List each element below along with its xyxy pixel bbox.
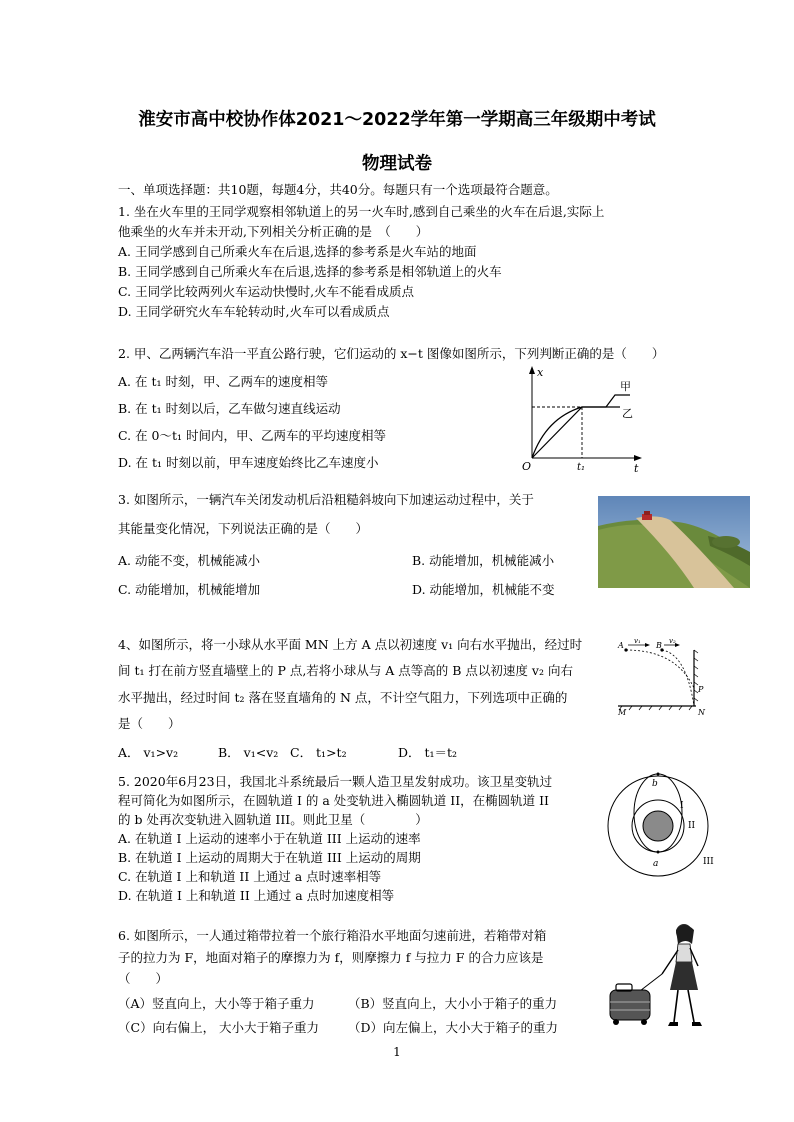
q2-x-axis-label: t [634, 462, 639, 474]
q5-stem-line1: 5. 2020年6月23日，我国北斗系统最后一颗人造卫星发射成功。该卫星变轨过 [118, 774, 553, 789]
q5-stem-line2: 程可简化为如图所示，在圆轨道 I 的 a 处变轨进入椭圆轨道 II，在椭圆轨道 II [118, 793, 549, 808]
exam-title: 淮安市高中校协作体2021～2022学年第一学期高三年级期中考试 [138, 110, 656, 130]
q6-stem-line1: 6. 如图所示，一人通过箱带拉着一个旅行箱沿水平地面匀速前进，若箱带对箱 [118, 928, 547, 943]
q1-option-b: B. 王同学感到自己所乘火车在后退,选择的参考系是相邻轨道上的火车 [118, 264, 502, 279]
q1-option-a: A. 王同学感到自己所乘火车在后退,选择的参考系是火车站的地面 [118, 244, 477, 259]
q6-option-c: （C）向右偏上， 大小大于箱子重力 [118, 1020, 320, 1035]
q1-stem-line1: 1. 坐在火车里的王同学观察相邻轨道上的另一火车时,感到自己乘坐的火车在后退,实际上 [118, 204, 605, 219]
q5-point-b: b [652, 779, 658, 789]
q3-option-d: D. 动能增加，机械能不变 [412, 582, 555, 597]
q4-stem-line4: 是（ ） [118, 716, 181, 731]
q3-stem-line2: 其能量变化情况，下列说法正确的是（ ） [118, 521, 369, 536]
q2-option-b: B. 在 t₁ 时刻以后，乙车做匀速直线运动 [118, 401, 341, 416]
q4-projectile-diagram [614, 636, 712, 716]
q3-option-a: A. 动能不变，机械能减小 [118, 553, 260, 568]
q4-point-m: M [618, 708, 627, 716]
q2-jia-label: 甲 [620, 380, 631, 393]
q2-option-d: D. 在 t₁ 时刻以前，甲车速度始终比乙车速度小 [118, 455, 379, 470]
q2-origin-label: O [522, 460, 532, 473]
q5-option-b: B. 在轨道 I 上运动的周期大于在轨道 III 上运动的周期 [118, 850, 421, 865]
q1-stem-line2: 他乘坐的火车并未开动,下列相关分析正确的是 （ ） [118, 224, 429, 239]
q2-option-c: C. 在 0～t₁ 时间内，甲、乙两车的平均速度相等 [118, 428, 387, 443]
page-number: 1 [393, 1045, 401, 1059]
q2-y-axis-label: x [537, 366, 544, 379]
q4-point-a: A [618, 641, 624, 650]
q2-yi-label: 乙 [622, 407, 633, 420]
q5-stem-line3: 的 b 处再次变轨进入圆轨道 III。则此卫星（ ） [118, 812, 428, 827]
q2-option-a: A. 在 t₁ 时刻，甲、乙两车的速度相等 [118, 374, 328, 389]
q5-orbit-iii-label: III [703, 857, 714, 867]
q4-v1-label: v₁ [634, 637, 641, 645]
q4-point-p: P [698, 685, 704, 694]
q2-stem: 2. 甲、乙两辆汽车沿一平直公路行驶，它们运动的 x−t 图像如图所示，下列判断正确的是（ ） [118, 346, 665, 361]
q4-stem-line3: 水平抛出，经过时间 t₂ 落在竖直墙角的 N 点，不计空气阻力，下列选项中正确的 [118, 690, 568, 705]
q1-option-c: C. 王同学比较两列火车运动快慢时,火车不能看成质点 [118, 284, 415, 299]
q3-option-c: C. 动能增加，机械能增加 [118, 582, 261, 597]
q5-point-a: a [653, 859, 659, 869]
q3-slope-photo [598, 496, 750, 588]
q6-girl-suitcase-illustration [606, 918, 718, 1036]
q4-option-c: C． t₁>t₂ [290, 745, 347, 760]
q4-stem-line2: 间 t₁ 打在前方竖直墙壁上的 P 点,若将小球从与 A 点等高的 B 点以初速度 v₂ 向右 [118, 663, 573, 678]
q4-option-b: B． v₁<v₂ [218, 745, 279, 760]
exam-subtitle: 物理试卷 [362, 154, 432, 174]
q4-point-n: N [698, 708, 705, 716]
section-heading: 一、单项选择题：共10题，每题4分，共40分。每题只有一个选项最符合题意。 [118, 182, 558, 197]
q4-stem-line1: 4、如图所示，将一小球从水平面 MN 上方 A 点以初速度 v₁ 向右水平抛出，经过时 [118, 637, 583, 652]
q4-v2-label: v₂ [669, 637, 676, 645]
q6-option-b: （B）竖直向上，大小小于箱子的重力 [348, 996, 558, 1011]
q3-option-b: B. 动能增加，机械能减小 [412, 553, 555, 568]
q6-stem-line2: 子的拉力为 F，地面对箱子的摩擦力为 f，则摩擦力 f 与拉力 F 的合力应该是 [118, 950, 544, 965]
q5-option-c: C. 在轨道 I 上和轨道 II 上通过 a 点时速率相等 [118, 869, 382, 884]
q5-option-a: A. 在轨道 I 上运动的速率小于在轨道 III 上运动的速率 [118, 831, 421, 846]
q2-t1-tick: t₁ [577, 462, 586, 473]
q6-stem-line3: （ ） [118, 971, 169, 986]
q5-orbit-ii-label: II [688, 821, 696, 831]
q6-option-d: （D）向左偏上，大小大于箱子的重力 [348, 1020, 559, 1035]
q5-orbit-i-label: I [680, 801, 684, 811]
q4-point-b: B [656, 641, 662, 650]
q5-orbit-diagram [602, 766, 718, 884]
q6-option-a: （A）竖直向上，大小等于箱子重力 [118, 996, 315, 1011]
q4-option-a: A． v₁>v₂ [118, 745, 179, 760]
q5-option-d: D. 在轨道 I 上和轨道 II 上通过 a 点时加速度相等 [118, 888, 395, 903]
q4-option-d: D． t₁＝t₂ [398, 745, 458, 760]
q3-stem-line1: 3. 如图所示，一辆汽车关闭发动机后沿粗糙斜坡向下加速运动过程中，关于 [118, 492, 534, 507]
q1-option-d: D. 王同学研究火车车轮转动时,火车可以看成质点 [118, 304, 390, 319]
q2-xt-graph [520, 362, 650, 474]
